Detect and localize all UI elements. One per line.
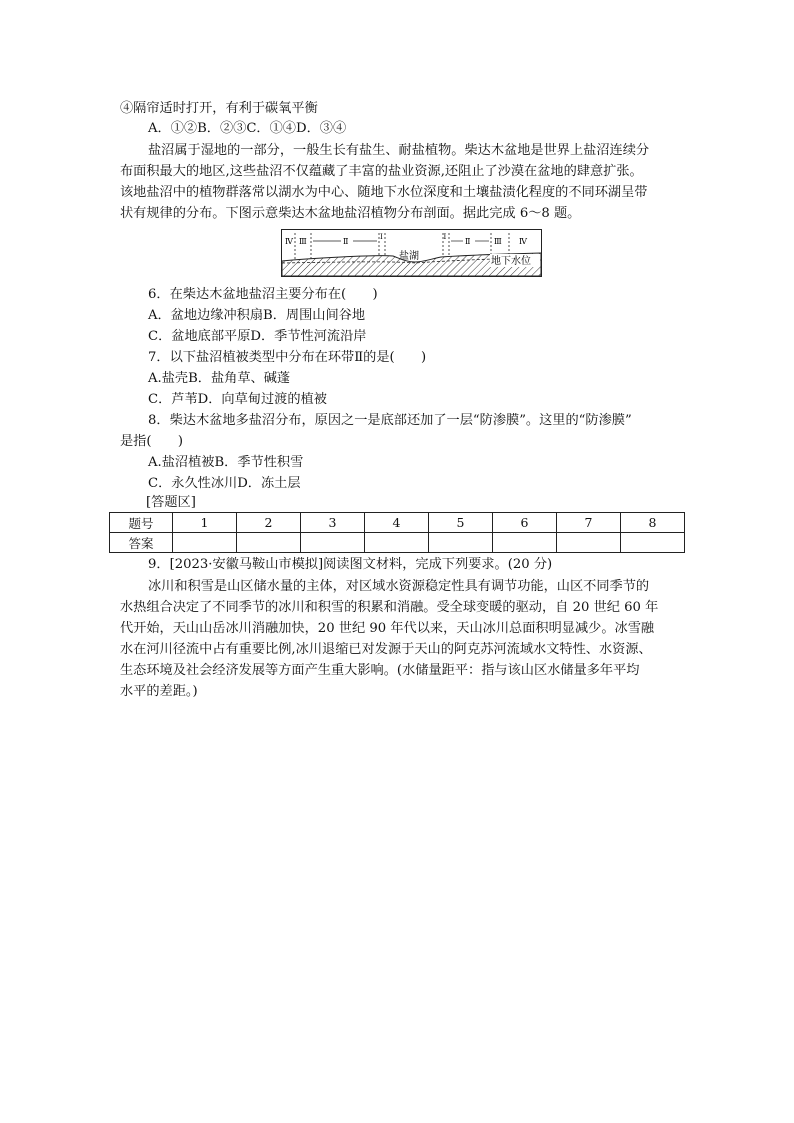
table-row-answers xyxy=(110,533,685,553)
passage-2-line-3: 代开始，天山山岳冰川消融加快，20 世纪 90 年代以来，天山冰川总面积明显减少。冰雪融 xyxy=(120,621,655,636)
table-number-cell: 5 xyxy=(429,513,493,533)
answer-cell[interactable] xyxy=(621,533,685,553)
option-line-4: ④隔帘适时打开，有利于碳氧平衡 xyxy=(120,101,318,116)
answer-cell[interactable] xyxy=(493,533,557,553)
zone-label-ii-left: Ⅱ xyxy=(343,237,349,246)
table-number-cell: 7 xyxy=(557,513,621,533)
salt-lake-label: 盐湖 xyxy=(399,251,419,262)
answer-cell[interactable] xyxy=(237,533,301,553)
table-header-answer: 答案 xyxy=(110,533,173,553)
question-6-options-ab: A．盆地边缘冲积扇B．周围山间谷地 xyxy=(148,308,366,323)
answer-cell[interactable] xyxy=(365,533,429,553)
zone-label-ii-right: Ⅱ xyxy=(465,237,471,246)
question-7: 7．以下盐沼植被类型中分布在环带Ⅱ的是( ) xyxy=(148,350,427,365)
question-7-options-ab: A.盐壳B．盐角草、碱蓬 xyxy=(148,371,291,386)
answer-cell[interactable] xyxy=(557,533,621,553)
table-number-cell: 3 xyxy=(301,513,365,533)
question-6-options-cd: C．盆地底部平原D．季节性河流沿岸 xyxy=(148,329,367,344)
table-number-cell: 2 xyxy=(237,513,301,533)
question-7-options-cd: C．芦苇D．向草甸过渡的植被 xyxy=(148,392,327,407)
zone-label-iv-right: Ⅳ xyxy=(519,237,527,246)
table-number-cell: 1 xyxy=(173,513,237,533)
answer-table xyxy=(109,512,685,553)
passage-2-line-4: 水在河川径流中占有重要比例,冰川退缩已对发源于天山的阿克苏河流域水文特性、水资源、 xyxy=(120,642,652,657)
passage-2-line-5: 生态环境及社会经济发展等方面产生重大影响。(水储量距平：指与该山区水储量多年平均 xyxy=(120,663,640,678)
question-9: 9．[2023·安徽马鞍山市模拟]阅读图文材料，完成下列要求。(20 分) xyxy=(148,557,553,572)
zone-label-i-left: Ⅰ xyxy=(380,233,383,241)
zone-label-iii-right: Ⅲ xyxy=(494,237,502,246)
table-row-numbers xyxy=(110,513,685,533)
zone-label-iv-left: Ⅳ xyxy=(285,237,293,246)
question-8-line-2: 是指( ) xyxy=(120,434,184,449)
answer-choices-q5: A．①②B．②③C．①④D．③④ xyxy=(148,121,347,136)
table-number-cell: 6 xyxy=(493,513,557,533)
passage-1-line-2: 布面积最大的地区,这些盐沼不仅蕴藏了丰富的盐业资源,还阻止了沙漠在盆地的肆意扩张。 xyxy=(120,164,643,179)
water-table-label: 地下水位 xyxy=(491,256,531,267)
table-number-cell: 4 xyxy=(365,513,429,533)
question-8-options-ab: A.盐沼植被B．季节性积雪 xyxy=(148,455,304,470)
answer-zone-label: [答题区] xyxy=(146,495,196,510)
passage-2-line-1: 冰川和积雪是山区储水量的主体，对区域水资源稳定性具有调节功能，山区不同季节的 xyxy=(148,579,650,594)
passage-2-line-6: 水平的差距。) xyxy=(120,684,198,699)
table-number-cell: 8 xyxy=(621,513,685,533)
table-header-number: 题号 xyxy=(110,513,173,533)
question-6: 6．在柴达木盆地盐沼主要分布在( ) xyxy=(148,287,378,302)
passage-1-line-4: 状有规律的分布。下图示意柴达木盆地盐沼植物分布剖面。据此完成 6～8 题。 xyxy=(120,206,581,221)
answer-cell[interactable] xyxy=(301,533,365,553)
passage-1-line-3: 该地盐沼中的植物群落常以湖水为中心、随地下水位深度和土壤盐渍化程度的不同环湖呈带 xyxy=(120,185,648,200)
passage-1-line-1: 盐沼属于湿地的一部分，一般生长有盐生、耐盐植物。柴达木盆地是世界上盐沼连续分 xyxy=(148,143,650,158)
answer-cell[interactable] xyxy=(429,533,493,553)
zone-label-iii-left: Ⅲ xyxy=(299,237,307,246)
answer-cell[interactable] xyxy=(173,533,237,553)
question-8-options-cd: C．永久性冰川D．冻土层 xyxy=(148,476,301,491)
passage-2-line-2: 水热组合决定了不同季节的冰川和积雪的积累和消融。受全球变暖的驱动，自 20 世纪 60 年 xyxy=(120,600,659,615)
salt-marsh-profile-figure xyxy=(281,229,542,277)
zone-label-i-right: Ⅰ xyxy=(443,233,447,241)
question-8-line-1: 8．柴达木盆地多盐沼分布，原因之一是底部还加了一层“防渗膜”。这里的“防渗膜” xyxy=(148,413,632,428)
